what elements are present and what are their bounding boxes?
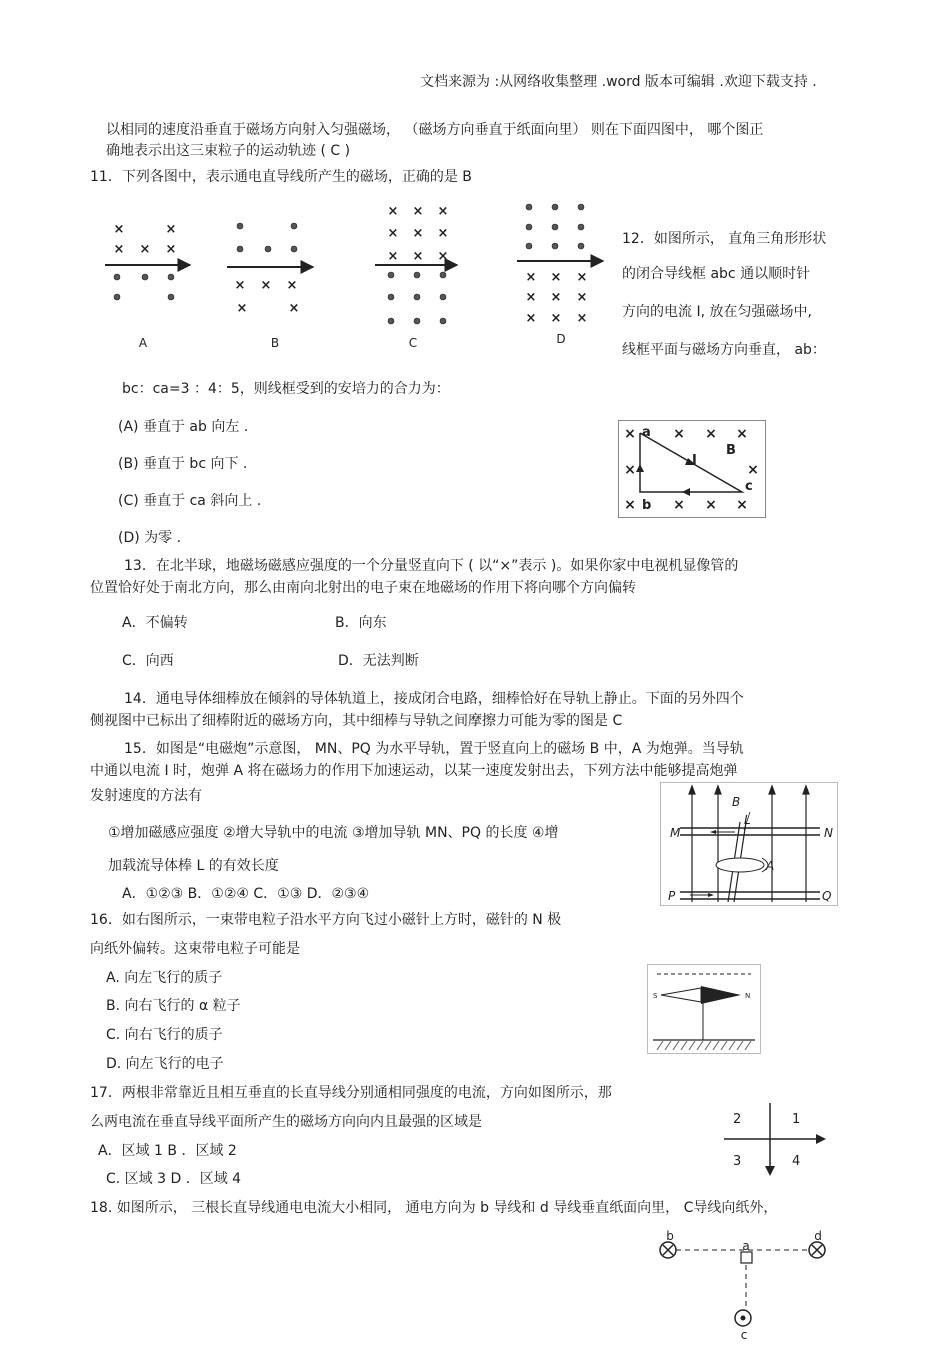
svg-text:×: ×	[673, 497, 685, 513]
question-18: 18. 如图所示， 三根长直导线通电电流大小相同， 通电方向为 b 导线和 d 导线垂直纸面向里， C导线向纸外，	[90, 1200, 778, 1216]
needle-label-S: S	[653, 992, 658, 1000]
svg-text:×: ×	[286, 278, 298, 293]
svg-text:×: ×	[260, 278, 272, 293]
triangle-figure	[618, 420, 766, 518]
text-line: 加载流导体棒 L 的有效长度	[108, 858, 279, 874]
option: A．不偏转	[122, 615, 188, 631]
tri-label-B: B	[726, 443, 736, 458]
text-line: 中通以电流 I 时，炮弹 A 将在磁场力的作用下加速运动，以某一速度发射出去，下列方法中能够提高炮弹	[90, 763, 738, 779]
rail-label-B: B	[732, 795, 741, 809]
svg-text:×: ×	[113, 222, 125, 237]
region-2: 2	[733, 1112, 742, 1127]
option: (B) 垂直于 bc 向下 .	[118, 456, 248, 472]
text-line: 么两电流在垂直导线平面所产生的磁场方向向内且最强的区域是	[90, 1114, 482, 1130]
question-11: 11．下列各图中，表示通电直导线所产生的磁场，正确的是 B	[90, 169, 472, 185]
question-14: 14．通电导体细棒放在倾斜的导体轨道上，接成闭合电路，细棒恰好在导轨上静止。下面的另外四个	[124, 691, 744, 707]
fig11-label: A	[138, 336, 148, 350]
question-12: 12．如图所示， 直角三角形形状	[622, 231, 827, 247]
wire-label-c: c	[740, 1328, 748, 1342]
svg-text:×: ×	[139, 242, 151, 257]
svg-text:×: ×	[576, 270, 588, 285]
svg-text:×: ×	[747, 462, 759, 478]
option: (A) 垂直于 ab 向左 .	[118, 419, 249, 435]
fig11-label: D	[556, 332, 566, 346]
svg-text:×: ×	[673, 426, 685, 442]
svg-text:×: ×	[576, 311, 588, 326]
svg-text:×: ×	[705, 426, 717, 442]
rail-label-M: M	[670, 826, 681, 840]
option: A．区域 1 B ．区域 2	[98, 1143, 237, 1159]
option: C. 向右飞行的质子	[106, 1027, 223, 1043]
svg-text:×: ×	[165, 222, 177, 237]
rail-label-N: N	[824, 826, 833, 840]
text-line: 的闭合导线框 abc 通以顺时针	[622, 266, 811, 282]
option: A. 向左飞行的质子	[106, 970, 223, 986]
svg-text:×: ×	[736, 426, 748, 442]
svg-text:×: ×	[412, 226, 424, 241]
svg-text:×: ×	[437, 204, 449, 219]
figure-11	[95, 195, 615, 355]
rail-label-P: P	[668, 889, 676, 903]
svg-text:×: ×	[412, 204, 424, 219]
text-line: 位置恰好处于南北方向，那么由南向北射出的电子束在地磁场的作用下将向哪个方向偏转	[90, 580, 636, 596]
question-16: 16．如右图所示，一束带电粒子沿水平方向飞过小磁针上方时，磁针的 N 极	[90, 912, 562, 928]
svg-text:×: ×	[437, 226, 449, 241]
question-15: 15．如图是“电磁炮”示意图， MN、PQ 为水平导轨，置于竖直向上的磁场 B 中，A 为炮弹。当导轨	[124, 741, 744, 757]
svg-text:×: ×	[387, 204, 399, 219]
wire-label-d: d	[814, 1229, 822, 1243]
svg-text:×: ×	[624, 426, 636, 442]
tri-label-a: a	[642, 425, 651, 440]
svg-text:×: ×	[234, 278, 246, 293]
svg-text:×: ×	[165, 242, 177, 257]
option: (D) 为零 .	[118, 530, 182, 546]
option: D．无法判断	[338, 653, 419, 669]
option: C．向西	[122, 653, 174, 669]
region-4: 4	[792, 1154, 801, 1169]
svg-text:×: ×	[288, 301, 300, 316]
rail-label-Q: Q	[822, 889, 832, 903]
svg-text:×: ×	[624, 462, 636, 478]
needle-figure	[647, 964, 761, 1054]
text-line: 侧视图中已标出了细棒附近的磁场方向，其中细棒与导轨之间摩擦力可能为零的图是 C	[90, 713, 623, 729]
text-line: ①增加磁感应强度 ②增大导轨中的电流 ③增加导轨 MN、PQ 的长度 ④增	[108, 825, 559, 841]
question-13: 13．在北半球，地磁场磁感应强度的一个分量竖直向下 ( 以“×”表示 )。如果你家中电视机显像管的	[124, 558, 739, 574]
svg-text:×: ×	[624, 497, 636, 513]
option: C. 区域 3 D ．区域 4	[106, 1171, 242, 1187]
options-15: A．①②③ B．①②④ C．①③ D．②③④	[122, 886, 370, 902]
svg-text:×: ×	[525, 270, 537, 285]
page-header: 文档来源为 :从网络收集整理 .word 版本可编辑 .欢迎下载支持 .	[420, 74, 817, 90]
svg-text:×: ×	[412, 249, 424, 264]
option: B．向东	[335, 615, 387, 631]
option: D. 向左飞行的电子	[106, 1056, 224, 1072]
fig11-label: C	[408, 336, 418, 350]
text-line: 发射速度的方法有	[90, 788, 202, 804]
text-line: 向纸外偏转。这束带电粒子可能是	[90, 941, 300, 957]
svg-text:×: ×	[387, 226, 399, 241]
needle-label-N: N	[745, 992, 751, 1000]
question-17: 17．两根非常靠近且相互垂直的长直导线分别通相同强度的电流，方向如图所示，那	[90, 1085, 612, 1101]
text-line: 线框平面与磁场方向垂直， ab：	[622, 342, 826, 358]
text-line: bc：ca=3 ：4：5，则线框受到的安培力的合力为：	[122, 381, 450, 397]
text-line: 以相同的速度沿垂直于磁场方向射入匀强磁场， （磁场方向垂直于纸面向里） 则在下面四图中， 哪个图正	[106, 122, 764, 138]
svg-text:×: ×	[550, 270, 562, 285]
svg-text:×: ×	[576, 290, 588, 305]
region-1: 1	[792, 1112, 801, 1127]
svg-text:×: ×	[525, 290, 537, 305]
svg-text:×: ×	[550, 311, 562, 326]
svg-text:×: ×	[705, 497, 717, 513]
rail-label-L: L	[744, 813, 751, 827]
svg-text:×: ×	[525, 311, 537, 326]
three-wires-figure	[652, 1228, 838, 1342]
region-3: 3	[733, 1154, 742, 1169]
railgun-figure	[660, 782, 838, 906]
wire-label-a: a	[742, 1239, 750, 1253]
tri-label-c: c	[745, 479, 753, 494]
tri-label-I: I	[692, 453, 697, 468]
text-line: 方向的电流 I, 放在匀强磁场中,	[622, 304, 812, 320]
svg-text:×: ×	[387, 249, 399, 264]
option: B. 向右飞行的 α 粒子	[106, 998, 241, 1014]
option: (C) 垂直于 ca 斜向上 .	[118, 493, 262, 509]
svg-text:×: ×	[736, 497, 748, 513]
svg-text:×: ×	[113, 242, 125, 257]
svg-text:×: ×	[437, 249, 449, 264]
wire-label-b: b	[666, 1229, 674, 1243]
rail-label-A: A	[766, 859, 775, 873]
fig11-label: B	[270, 336, 280, 350]
svg-text:×: ×	[236, 301, 248, 316]
svg-text:×: ×	[550, 290, 562, 305]
cross-wires-figure	[720, 1100, 830, 1180]
tri-label-b: b	[642, 498, 652, 513]
text-line: 确地表示出这三束粒子的运动轨迹 ( C )	[106, 143, 351, 159]
